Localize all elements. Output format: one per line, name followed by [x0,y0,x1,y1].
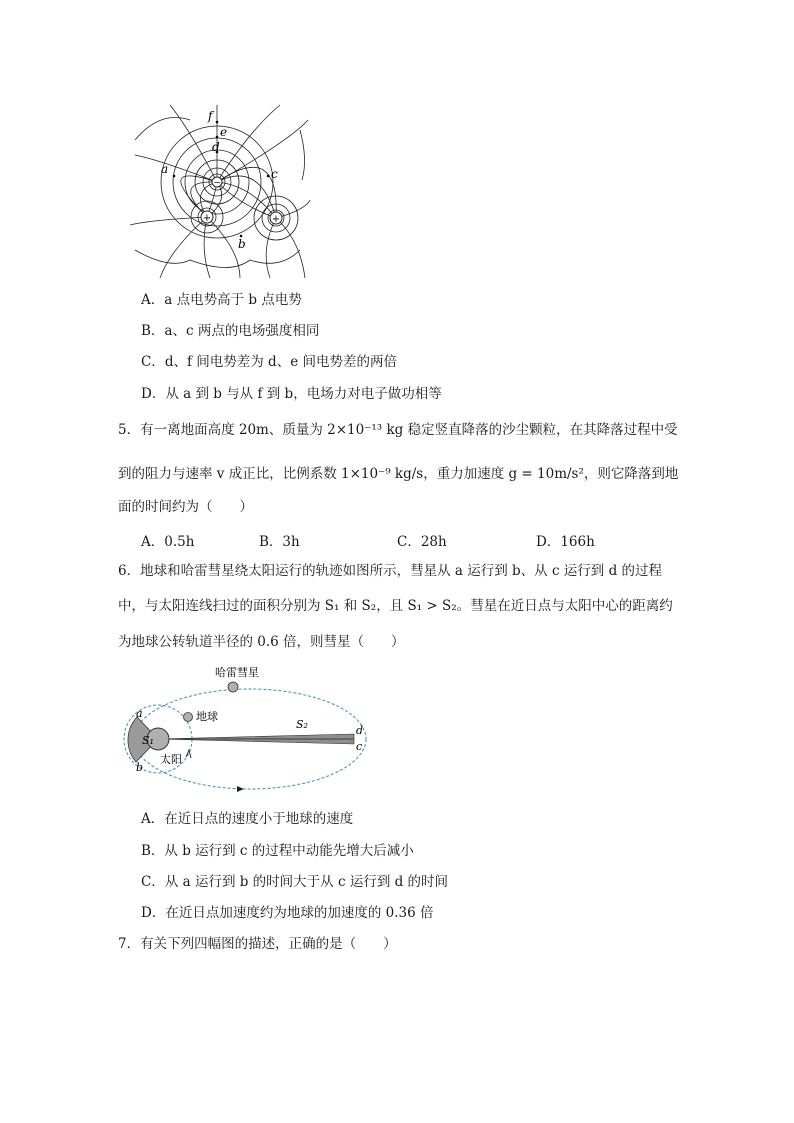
q6-option-c: C．从 a 运行到 b 的时间大于从 c 运行到 d 的时间 [141,874,449,890]
sun-label: 太阳 [160,753,182,766]
positive-charge-1-label: + [202,213,212,224]
q4-option-a: A．a 点电势高于 b 点电势 [141,292,302,308]
s2-label: S₂ [296,718,308,731]
q7-stem-line1: 7．有关下列四幅图的描述，正确的是（ ） [118,936,397,952]
q5-stem-line3: 面的时间约为（ ） [118,499,253,515]
q5-stem-line1: 5．有一离地面高度 20m、质量为 2×10⁻¹³ kg 稳定竖直降落的沙尘颗粒，在其降落过程中受 [118,422,678,438]
q5-stem-line2: 到的阻力与速率 v 成正比，比例系数 1×10⁻⁹ kg/s，重力加速度 g = 10m/s²，则它降落到地 [118,466,679,482]
q6-stem-line2: 中，与太阳连线扫过的面积分别为 S₁ 和 S₂，且 S₁ > S₂。彗星在近日点与太阳中心的距离约 [118,598,673,614]
point-a-label: a [161,162,169,176]
orbit-figure [120,662,370,792]
q6-stem-line3: 为地球公转轨道半径的 0.6 倍，则彗星（ ） [118,634,405,650]
q6-stem-line1: 6．地球和哈雷彗星绕太阳运行的轨迹如图所示，彗星从 a 运行到 b、从 c 运行到 d 的过程 [118,563,663,579]
point-f-label: f [208,109,213,123]
q5-option-c: C．28h [397,534,447,550]
point-d-label: d [356,724,364,737]
point-e-label: e [220,125,228,139]
earth-label: 地球 [196,710,218,723]
q6-option-b: B．从 b 运行到 c 的过程中动能先增大后减小 [141,843,414,859]
q4-option-b: B．a、c 两点的电场强度相同 [141,323,320,339]
electric-field-figure [130,100,310,280]
point-d-label: d [212,140,220,154]
q5-option-d: D．166h [536,534,595,550]
positive-charge-2-label: + [271,214,281,225]
q6-option-a: A．在近日点的速度小于地球的速度 [141,811,354,827]
q6-option-d: D．在近日点加速度约为地球的加速度的 0.36 倍 [141,905,434,921]
negative-charge-label: − [213,178,221,189]
point-a-label: a [136,707,143,720]
point-b-label: b [136,761,144,774]
q5-option-a: A．0.5h [141,534,195,550]
point-b-label: b [238,237,246,251]
comet-label: 哈雷彗星 [215,666,259,679]
q5-option-b: B．3h [259,534,300,550]
point-c-label: c [271,167,278,181]
q4-option-d: D．从 a 到 b 与从 f 到 b，电场力对电子做功相等 [141,386,442,402]
point-c-label: c [356,740,363,753]
q4-option-c: C．d、f 间电势差为 d、e 间电势差的两倍 [141,354,397,370]
s1-label: S₁ [142,734,154,747]
